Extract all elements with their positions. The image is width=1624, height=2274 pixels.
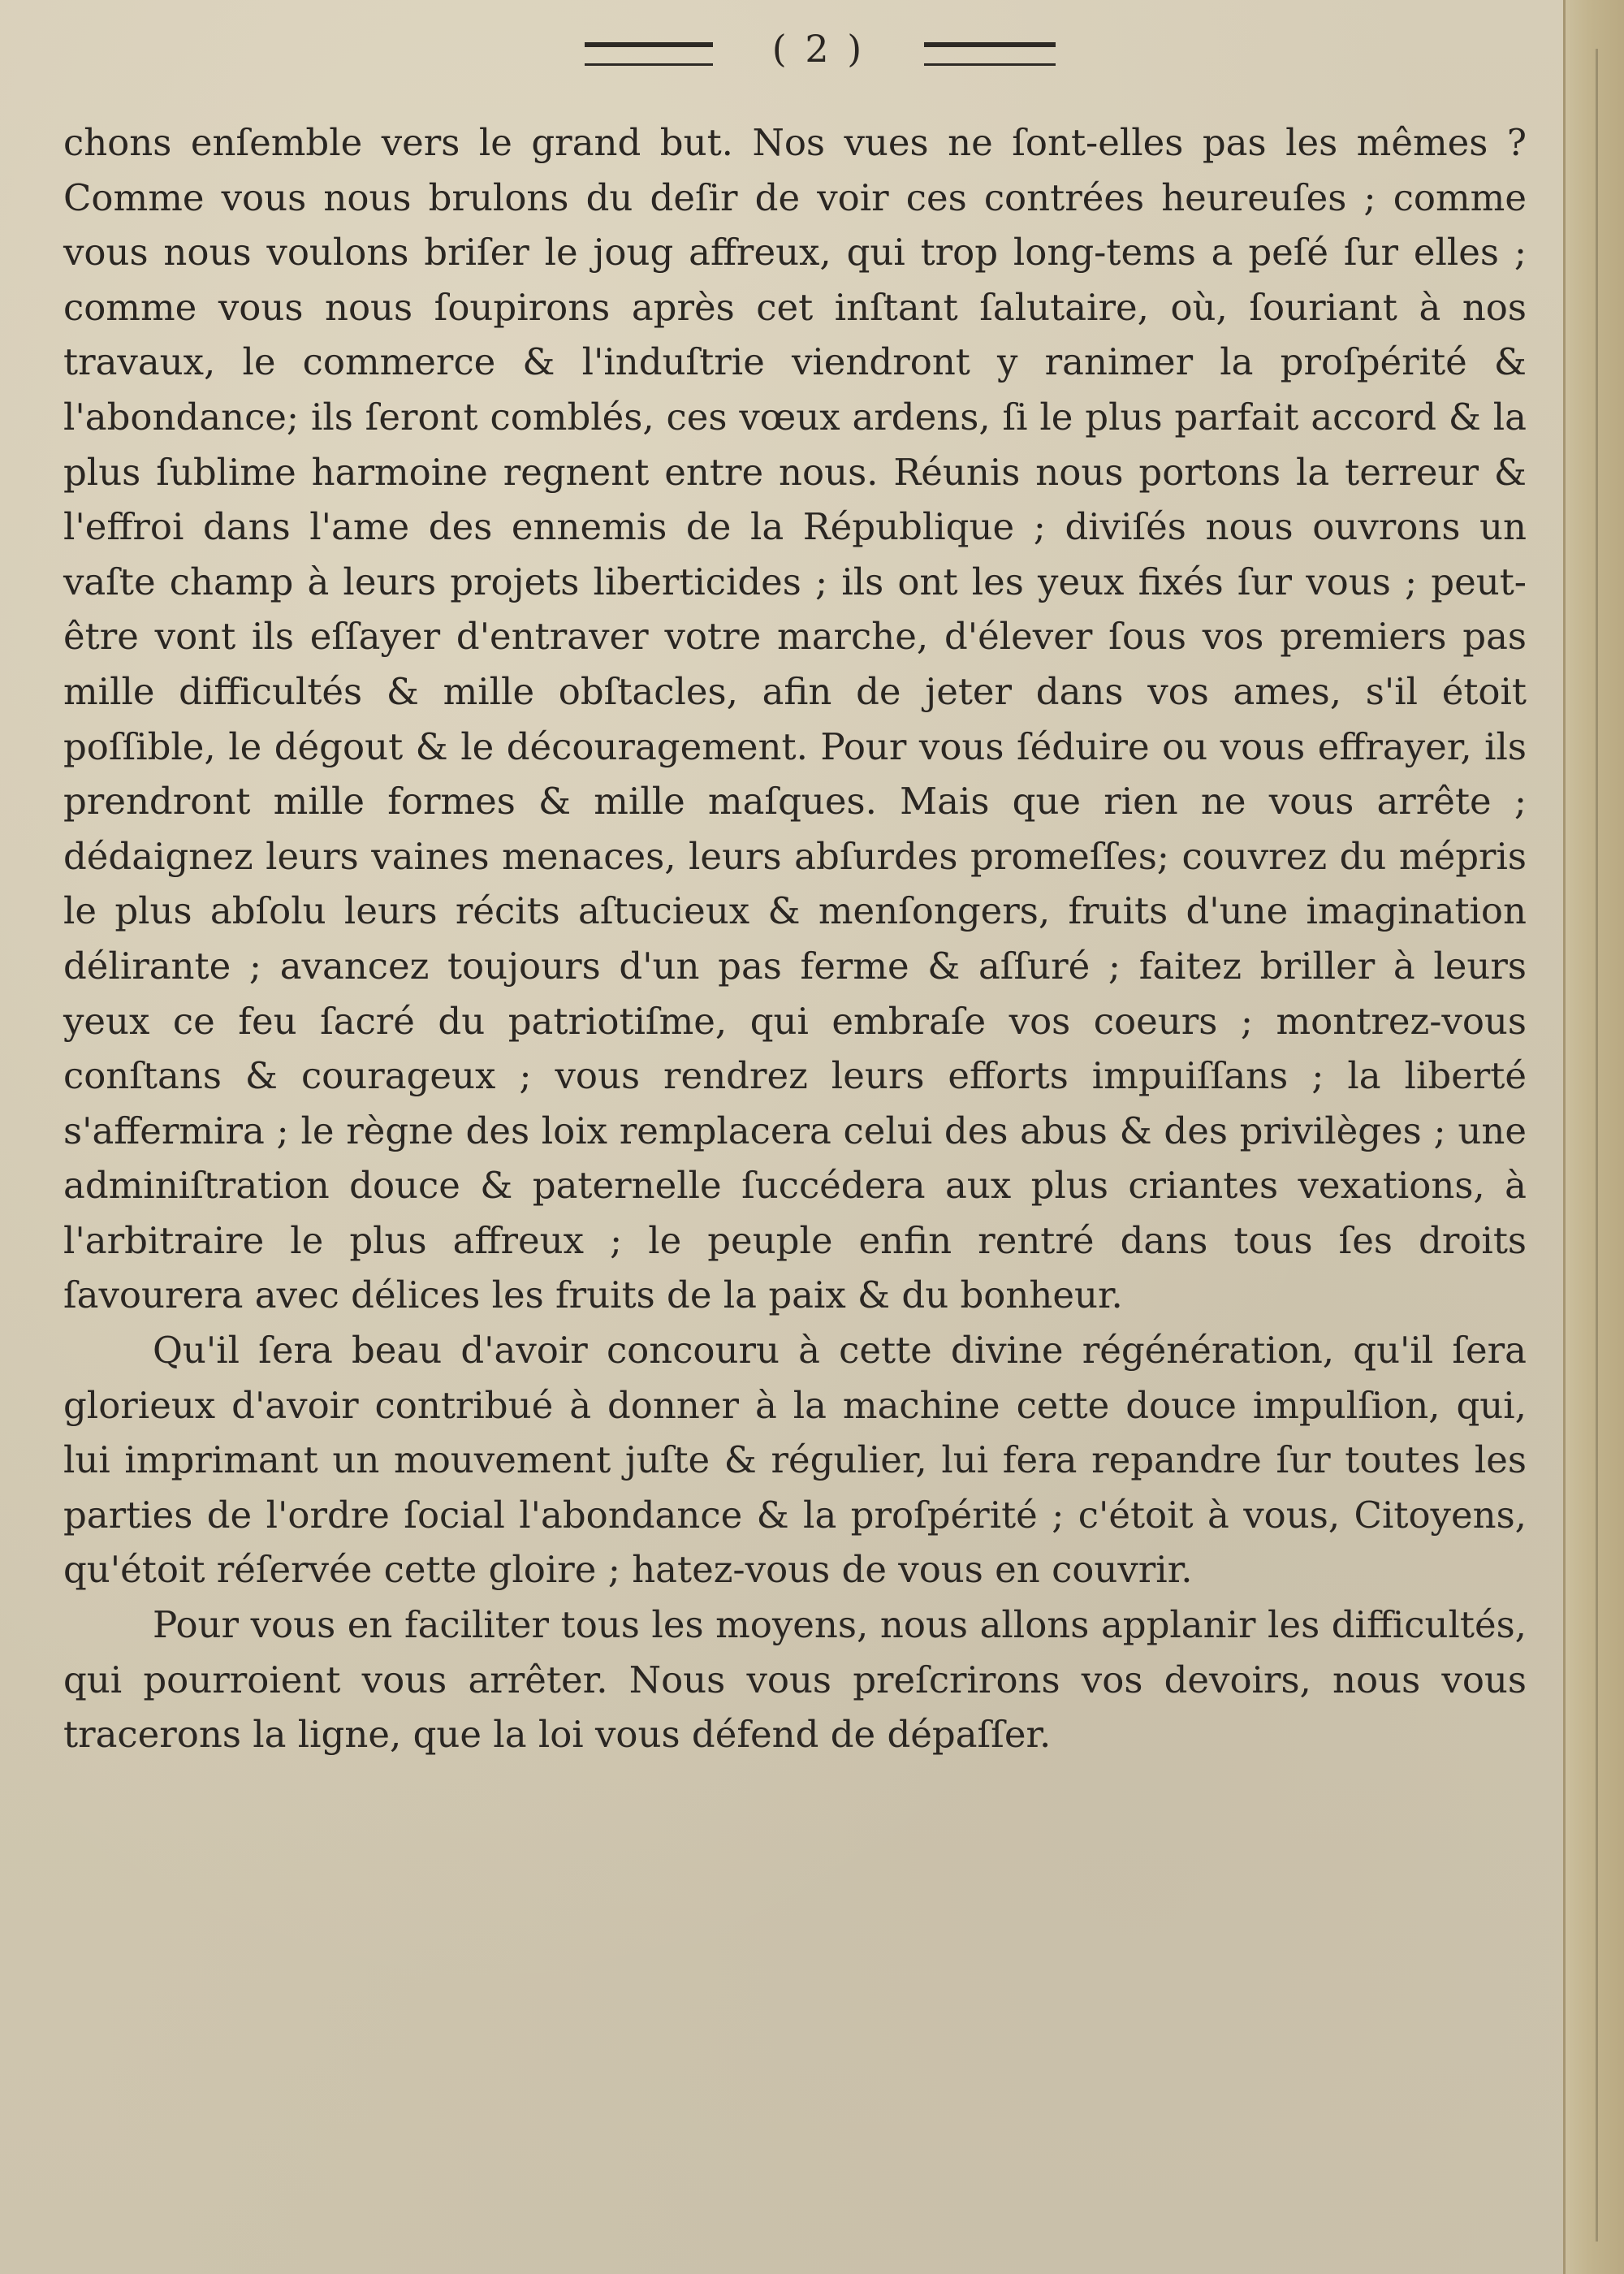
page-edge-margin — [1563, 0, 1624, 2274]
body-text — [63, 115, 1527, 1762]
page-number: ( 2 ) — [771, 27, 866, 71]
paragraph-2: Qu'il ſera beau d'avoir concouru à cette divine régénération, qu'il ſera glorieux d'avoir contribué à donner à la machine cette douce impulſion, qui, lui imprimant un mouvement juſte & régulier, lui fera repandre ſur toutes les parties de l'ordre ſocial l'abondance & la proſpérité ; c'étoit à vous, Citoyens, qu'étoit réſervée cette gloire ; hatez-vous de vous en couvrir. — [63, 1329, 1527, 1592]
page-header — [585, 24, 1072, 73]
paragraph-3: Pour vous en faciliter tous les moyens, nous allons applanir les difficultés, qui pourroient vous arrêter. Nous vous preſcrirons vos devoirs, nous vous tracerons la ligne, que la loi vous défend de dépaſſer. — [63, 1603, 1527, 1757]
header-rule-right — [924, 42, 1056, 66]
page-fold-line — [1596, 49, 1598, 2242]
header-rule-left — [585, 42, 713, 66]
paragraph-1: chons enſemble vers le grand but. Nos vues ne ſont-elles pas les mêmes ? Comme vous nous brulons du deſir de voir ces contrées heureuſes ; comme vous nous voulons briſer le joug affreux, qui trop long-tems a peſé ſur elles ; comme vous nous ſoupirons après cet inſtant ſalutaire, où, ſouriant à nos travaux, le commerce & l'induſtrie viendront y ranimer la proſpérité & l'abondance; ils ſeront comblés, ces vœux ardens, ſi le plus parfait accord & la plus ſublime harmoine regnent entre nous. Réunis nous portons la terreur & l'effroi dans l'ame des ennemis de la République ; diviſés nous ouvrons un vaſte champ à leurs projets liberticides ; ils ont les yeux fixés ſur vous ; peut-être vont ils eſſayer d'entraver votre marche, d'élever ſous vos premiers pas mille difficultés & mille obſtacles, afin de jeter dans vos ames, s'il étoit poſſible, le dégout & le découragement. Pour vous ſéduire ou vous effrayer, ils prendront mille formes & mille maſques. Mais que rien ne vous arrête ; dédaignez leurs vaines menaces, leurs abſurdes promeſſes; couvrez du mépris le plus abſolu leurs récits aſtucieux & menſongers, fruits d'une imagination délirante ; avancez toujours d'un pas ferme & aſſuré ; faitez briller à leurs yeux ce feu ſacré du patriotiſme, qui embraſe vos coeurs ; montrez-vous conſtans & courageux ; vous rendrez leurs efforts impuiſſans ; la liberté s'affermira ; le règne des loix remplacera celui des abus & des privilèges ; une adminiſtration douce & paternelle ſuccédera aux plus criantes vexations, à l'arbitraire le plus affreux ; le peuple enfin rentré dans tous ſes droits ſavourera avec délices les fruits de la paix & du bonheur. — [63, 121, 1527, 1317]
